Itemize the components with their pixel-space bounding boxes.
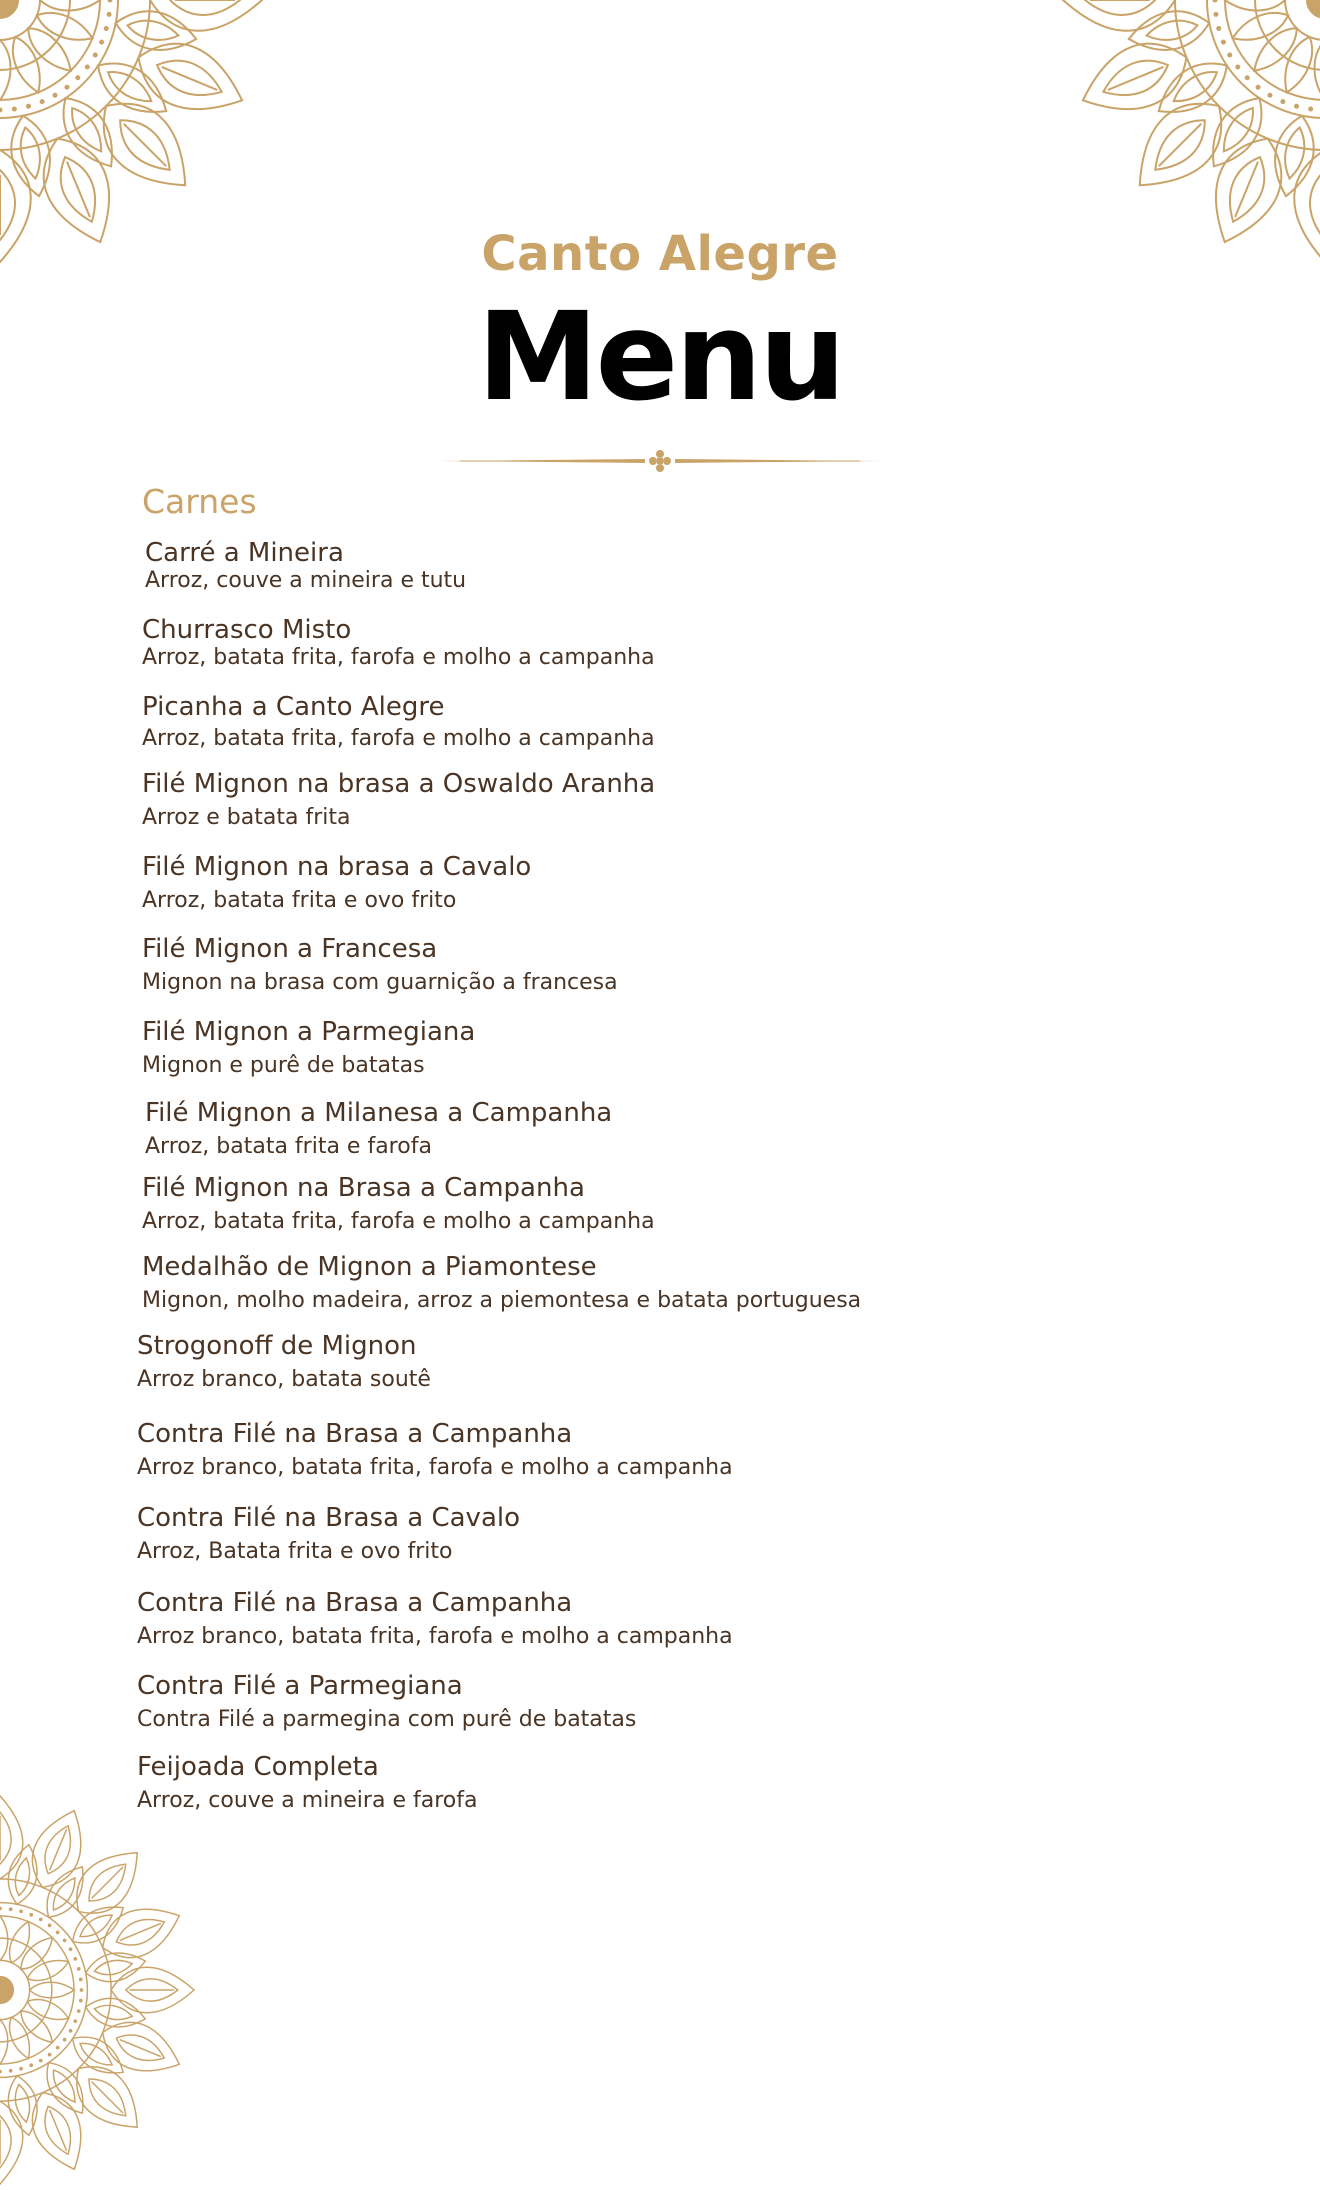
menu-item-description: Arroz e batata frita <box>142 805 351 830</box>
fleur-divider-icon <box>440 448 880 474</box>
menu-item-description: Mignon, molho madeira, arroz a piemontesa e batata portuguesa <box>142 1288 862 1313</box>
menu-item-name: Strogonoff de Mignon <box>137 1331 417 1361</box>
menu-item-name: Contra Filé na Brasa a Campanha <box>137 1419 573 1449</box>
menu-item-description: Arroz branco, batata soutê <box>137 1367 431 1392</box>
menu-item-description: Arroz, couve a mineira e tutu <box>145 568 467 593</box>
menu-item-name: Feijoada Completa <box>137 1752 379 1782</box>
menu-item-name: Filé Mignon a Parmegiana <box>142 1017 476 1047</box>
menu-item-name: Medalhão de Mignon a Piamontese <box>142 1252 597 1282</box>
menu-item-name: Contra Filé a Parmegiana <box>137 1671 463 1701</box>
menu-item-description: Mignon e purê de batatas <box>142 1053 425 1078</box>
menu-item-name: Filé Mignon a Francesa <box>142 934 438 964</box>
menu-item-description: Arroz branco, batata frita, farofa e molho a campanha <box>137 1624 733 1649</box>
menu-item-name: Contra Filé na Brasa a Campanha <box>137 1588 573 1618</box>
mandala-bottom-left-icon <box>0 1790 200 2190</box>
menu-item-description: Arroz, batata frita, farofa e molho a campanha <box>142 1209 655 1234</box>
menu-item-name: Filé Mignon a Milanesa a Campanha <box>145 1098 613 1128</box>
menu-item-name: Filé Mignon na brasa a Cavalo <box>142 852 532 882</box>
section-title-carnes: Carnes <box>142 482 257 521</box>
menu-item-name: Carré a Mineira <box>145 538 344 568</box>
menu-item-name: Contra Filé na Brasa a Cavalo <box>137 1503 521 1533</box>
menu-item-name: Filé Mignon na brasa a Oswaldo Aranha <box>142 769 656 799</box>
menu-item-description: Arroz, couve a mineira e farofa <box>137 1788 478 1813</box>
menu-item-description: Arroz, batata frita e ovo frito <box>142 888 457 913</box>
restaurant-name: Canto Alegre <box>481 226 839 282</box>
menu-item-description: Arroz branco, batata frita, farofa e molho a campanha <box>137 1455 733 1480</box>
menu-item-description: Mignon na brasa com guarnição a francesa <box>142 970 618 995</box>
menu-item-name: Filé Mignon na Brasa a Campanha <box>142 1173 585 1203</box>
menu-item-description: Arroz, batata frita, farofa e molho a campanha <box>142 726 655 751</box>
menu-item-description: Arroz, batata frita, farofa e molho a campanha <box>142 645 655 670</box>
menu-item-description: Arroz, batata frita e farofa <box>145 1134 432 1159</box>
menu-item-description: Arroz, Batata frita e ovo frito <box>137 1539 453 1564</box>
menu-item-name: Churrasco Misto <box>142 615 352 645</box>
menu-item-name: Picanha a Canto Alegre <box>142 692 445 722</box>
menu-item-description: Contra Filé a parmegina com purê de batatas <box>137 1707 637 1732</box>
menu-title: Menu <box>477 286 843 428</box>
